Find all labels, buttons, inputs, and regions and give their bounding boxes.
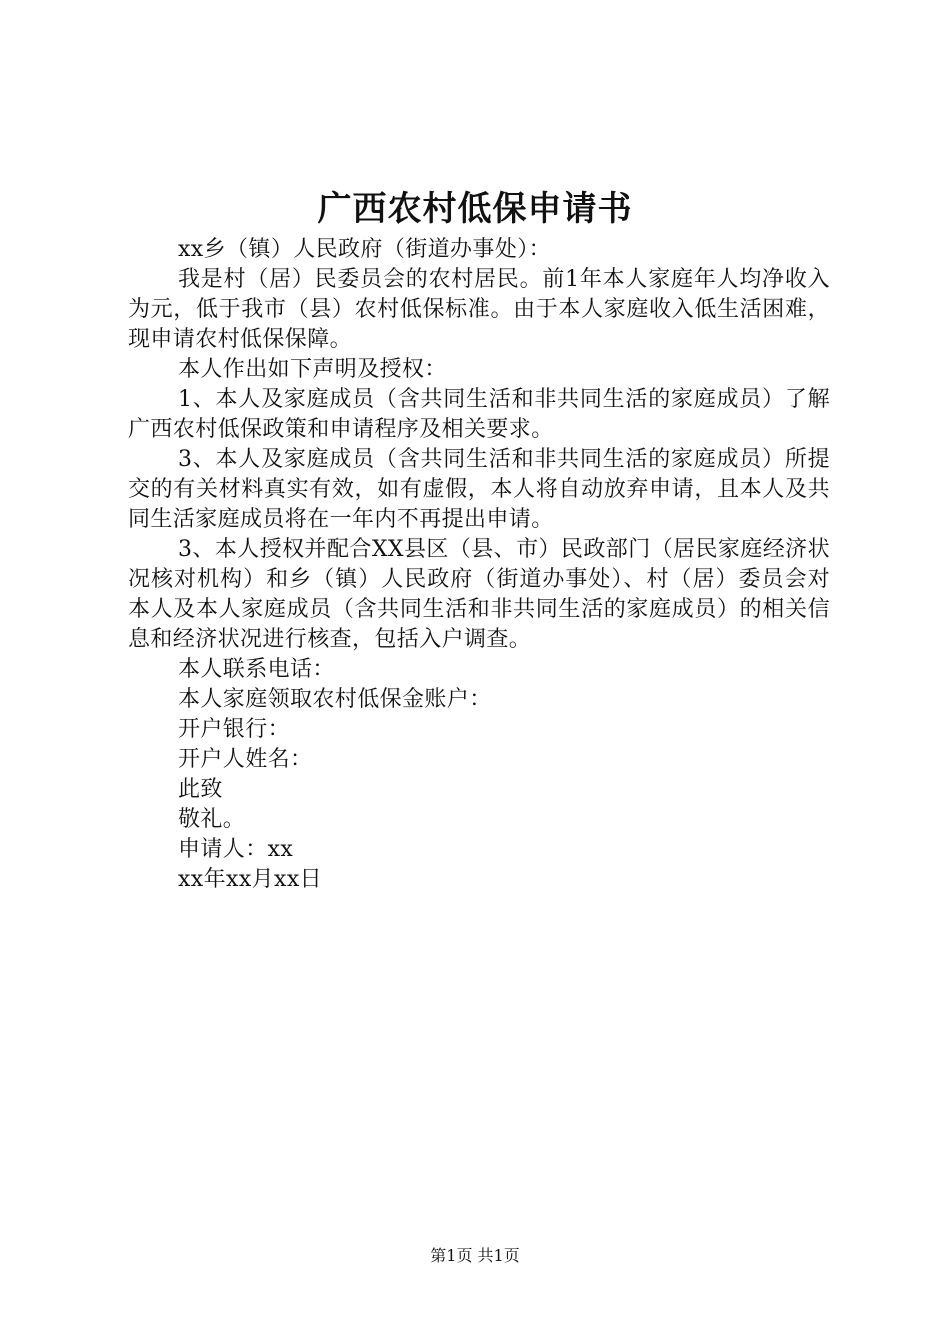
paragraph-declaration-1: 1、本人及家庭成员（含共同生活和非共同生活的家庭成员）了解广西农村低保政策和申请程序及相关要求。 (128, 387, 830, 442)
page-footer: 第1页 共1页 (430, 1246, 520, 1265)
field-phone: 本人联系电话： (178, 657, 335, 682)
date-line: xx年xx月xx日 (178, 867, 323, 892)
closing-line-2: 敬礼。 (178, 807, 246, 832)
paragraph-declaration-intro: 本人作出如下声明及授权： (178, 357, 447, 382)
paragraph-application: 我是村（居）民委员会的农村居民。前1年本人家庭年人均净收入为元，低于我市（县）农村低保标准。由于本人家庭收入低生活困难，现申请农村低保保障。 (128, 267, 830, 352)
field-bank: 开户银行： (178, 717, 291, 742)
paragraph-declaration-2: 3、本人及家庭成员（含共同生活和非共同生活的家庭成员）所提交的有关材料真实有效，如有虚假，本人将自动放弃申请，且本人及共同生活家庭成员将在一年内不再提出申请。 (128, 447, 830, 532)
paragraph-declaration-3: 3、本人授权并配合XX县区（县、市）民政部门（居民家庭经济状况核对机构）和乡（镇）人民政府（街道办事处）、村（居）委员会对本人及本人家庭成员（含共同生活和非共同生活的家庭成员）的相关信息和经济状况进行核查，包括入户调查。 (128, 537, 830, 652)
field-account: 本人家庭领取农村低保金账户： (178, 687, 492, 712)
applicant-line: 申请人：xx (178, 837, 294, 862)
document-body (128, 235, 830, 895)
closing-line-1: 此致 (178, 777, 223, 802)
field-account-holder: 开户人姓名： (178, 747, 313, 772)
salutation: xx乡（镇）人民政府（街道办事处）： (178, 237, 552, 262)
document-title: 广西农村低保申请书 (317, 189, 633, 229)
